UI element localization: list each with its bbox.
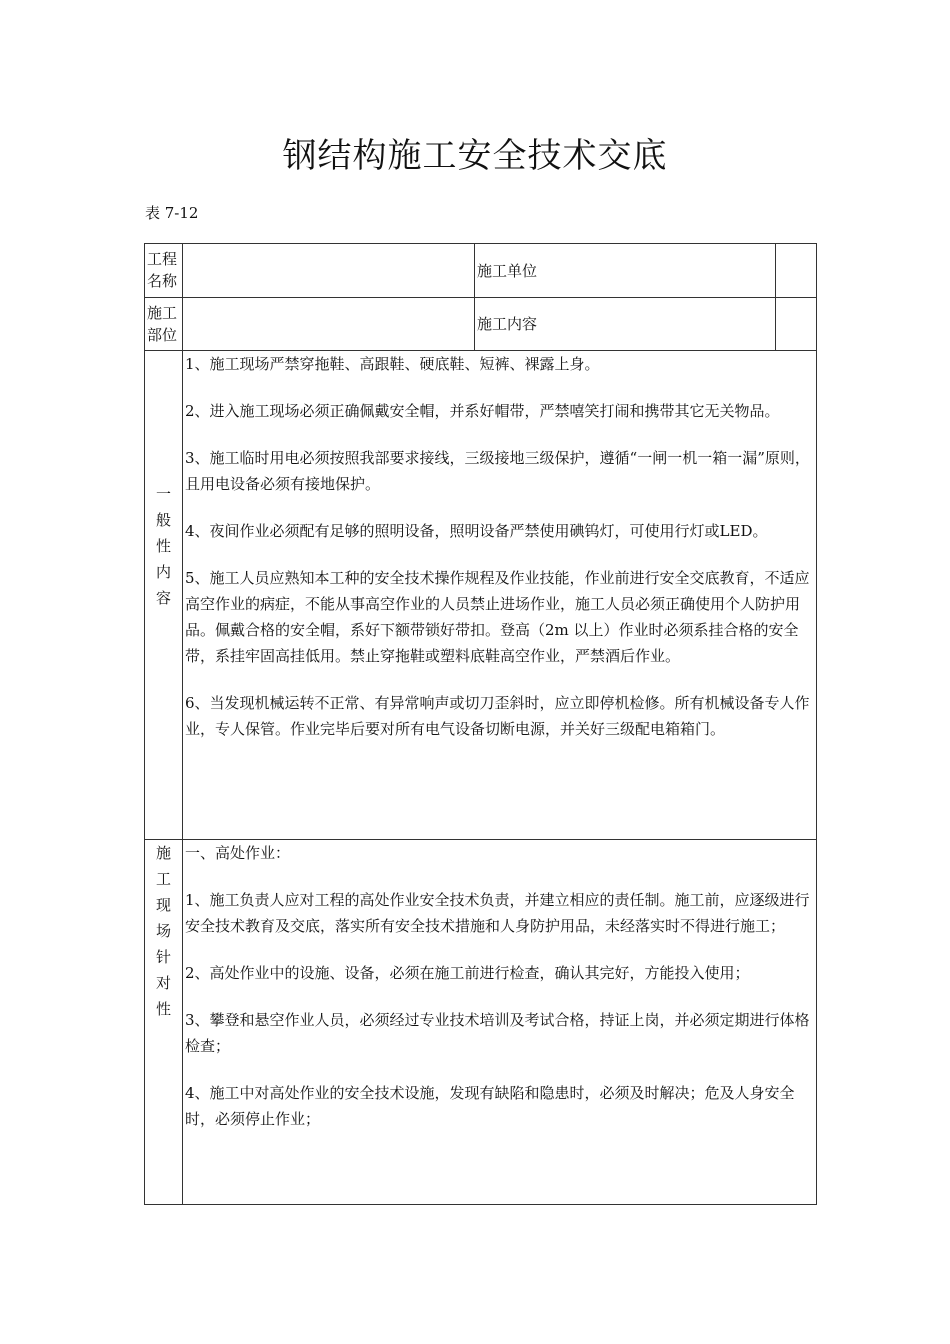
general-item: 5、施工人员应熟知本工种的安全技术操作规程及作业技能，作业前进行安全交底教育，不适应高空作业的病症，不能从事高空作业的人员禁止进场作业，施工人员必须正确使用个人防护用品。佩戴合格的安全帽，系好下额带锁好带扣。登高（2m 以上）作业时必须系挂合格的安全带，系挂牢固高挂低用。禁止穿拖鞋或塑料底鞋高空作业，严禁酒后作业。	[185, 569, 810, 665]
construction-location-value[interactable]	[183, 298, 475, 351]
site-section-content	[183, 840, 817, 1205]
table-number: 表 7-12	[145, 204, 199, 222]
site-section-row	[145, 840, 817, 1205]
header-row-location	[145, 298, 817, 351]
site-item: 1、施工负责人应对工程的高处作业安全技术负责，并建立相应的责任制。施工前，应逐级进行安全技术教育及交底，落实所有安全技术措施和人身防护用品，未经落实时不得进行施工；	[185, 891, 810, 935]
site-item: 2、高处作业中的设施、设备，必须在施工前进行检查，确认其完好，方能投入使用；	[185, 964, 750, 982]
general-item: 6、当发现机械运转不正常、有异常响声或切刀歪斜时，应立即停机检修。所有机械设备专人作业，专人保管。作业完毕后要对所有电气设备切断电源，并关好三级配电箱箱门。	[185, 694, 810, 738]
construction-unit-label: 施工单位	[475, 244, 776, 298]
general-section-label: 一 般 性 内 容	[145, 351, 183, 840]
construction-unit-value[interactable]	[776, 244, 817, 298]
general-item: 2、进入施工现场必须正确佩戴安全帽，并系好帽带，严禁嘻笑打闹和携带其它无关物品。	[185, 402, 780, 420]
construction-content-value[interactable]	[776, 298, 817, 351]
site-item: 4、施工中对高处作业的安全技术设施，发现有缺陷和隐患时，必须及时解决；危及人身安全时，必须停止作业；	[185, 1084, 795, 1128]
site-heading: 一、高处作业：	[185, 844, 291, 862]
general-section-row	[145, 351, 817, 840]
general-section-content	[183, 351, 817, 840]
general-item: 4、夜间作业必须配有足够的照明设备，照明设备严禁使用碘钨灯，可使用行灯或LED。	[185, 522, 768, 540]
construction-location-label: 施工部位	[145, 298, 183, 351]
site-item: 3、攀登和悬空作业人员，必须经过专业技术培训及考试合格，持证上岗，并必须定期进行体格检查；	[185, 1011, 810, 1055]
disclosure-table	[144, 243, 817, 1205]
general-item: 3、施工临时用电必须按照我部要求接线，三级接地三级保护，遵循“一闸一机一箱一漏”原则，且用电设备必须有接地保护。	[185, 449, 810, 493]
general-item: 1、施工现场严禁穿拖鞋、高跟鞋、硬底鞋、短裤、裸露上身。	[185, 355, 600, 373]
header-row-project	[145, 244, 817, 298]
project-name-label: 工程名称	[145, 244, 183, 298]
document-title: 钢结构施工安全技术交底	[282, 136, 668, 176]
construction-content-label: 施工内容	[475, 298, 776, 351]
project-name-value[interactable]	[183, 244, 475, 298]
site-section-label: 施 工 现 场 针 对 性	[145, 840, 183, 1205]
